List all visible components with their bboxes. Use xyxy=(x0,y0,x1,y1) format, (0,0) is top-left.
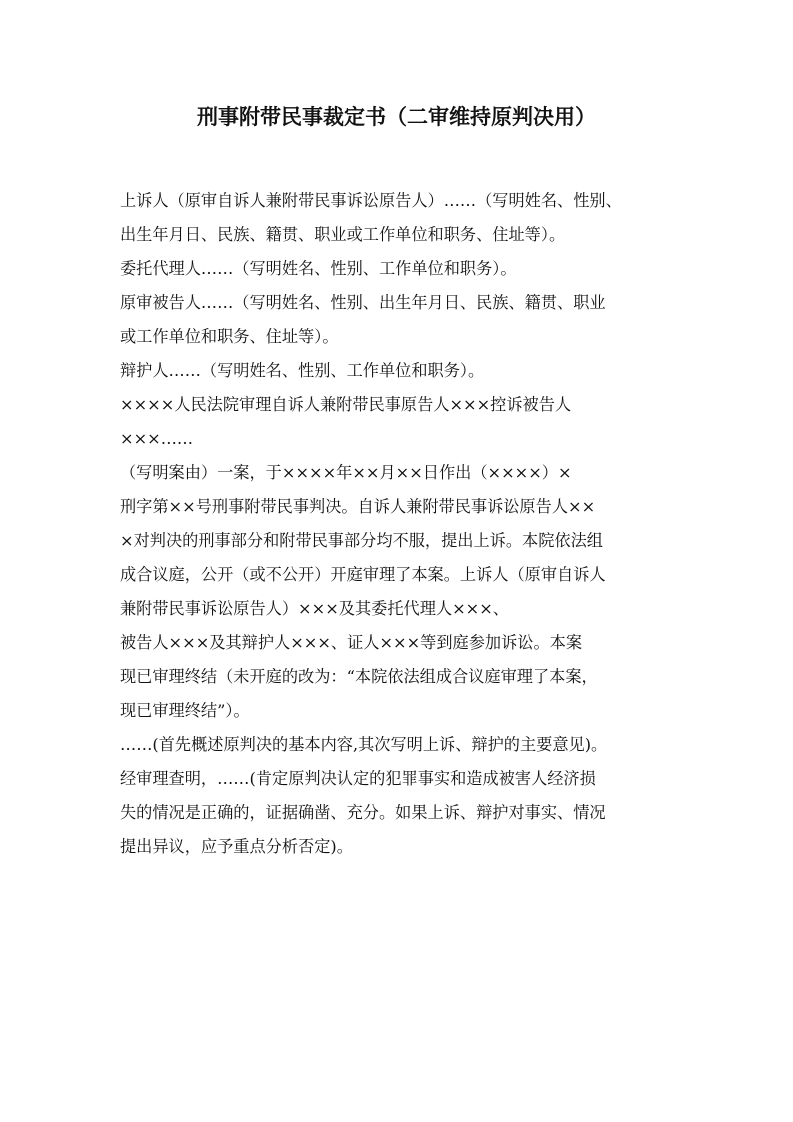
body-line: ×××…… xyxy=(120,429,194,448)
body-line: 失的情况是正确的，证据确凿、充分。如果上诉、辩护对事实、情况 xyxy=(120,803,606,822)
body-line: （写明案由）一案，于××××年××月××日作出（××××）× xyxy=(120,463,572,482)
body-line: 现已审理终结（未开庭的改为：“本院依法组成合议庭审理了本案， xyxy=(120,667,598,686)
body-line: ××××人民法院审理自诉人兼附带民事原告人×××控诉被告人 xyxy=(120,395,572,414)
body-line: 委托代理人……（写明姓名、性别、工作单位和职务）。 xyxy=(120,259,517,278)
body-line: 现已审理终结”）。 xyxy=(120,701,250,720)
body-line: 出生年月日、民族、籍贯、职业或工作单位和职务、住址等）。 xyxy=(120,225,566,244)
body-line: 刑字第××号刑事附带民事判决。自诉人兼附带民事诉讼原告人×× xyxy=(120,497,596,516)
body-line: ×对判决的刑事部分和附带民事部分均不服，提出上诉。本院依法组 xyxy=(120,531,603,550)
document-title: 刑事附带民事裁定书（二审维持原判决用） xyxy=(197,104,596,129)
body-line: 经审理查明，……(肯定原判决认定的犯罪事实和造成被害人经济损 xyxy=(120,769,596,788)
body-line: 上诉人（原审自诉人兼附带民事诉讼原告人）……（写明姓名、性别、 xyxy=(120,191,622,210)
body-line: 被告人×××及其辩护人×××、证人×××等到庭参加诉讼。本案 xyxy=(120,633,583,652)
body-line: 提出异议，应予重点分析否定)。 xyxy=(120,837,353,856)
body-line: 辩护人……（写明姓名、性别、工作单位和职务）。 xyxy=(120,361,485,380)
document-body xyxy=(120,184,680,864)
body-line: 原审被告人……（写明姓名、性别、出生年月日、民族、籍贯、职业 xyxy=(120,293,606,312)
body-line: 成合议庭，公开（或不公开）开庭审理了本案。上诉人（原审自诉人 xyxy=(120,565,606,584)
body-line: ……(首先概述原判决的基本内容,其次写明上诉、辩护的主要意见)。 xyxy=(120,735,608,754)
body-line: 兼附带民事诉讼原告人）×××及其委托代理人×××、 xyxy=(120,599,509,618)
body-line: 或工作单位和职务、住址等）。 xyxy=(120,327,339,346)
